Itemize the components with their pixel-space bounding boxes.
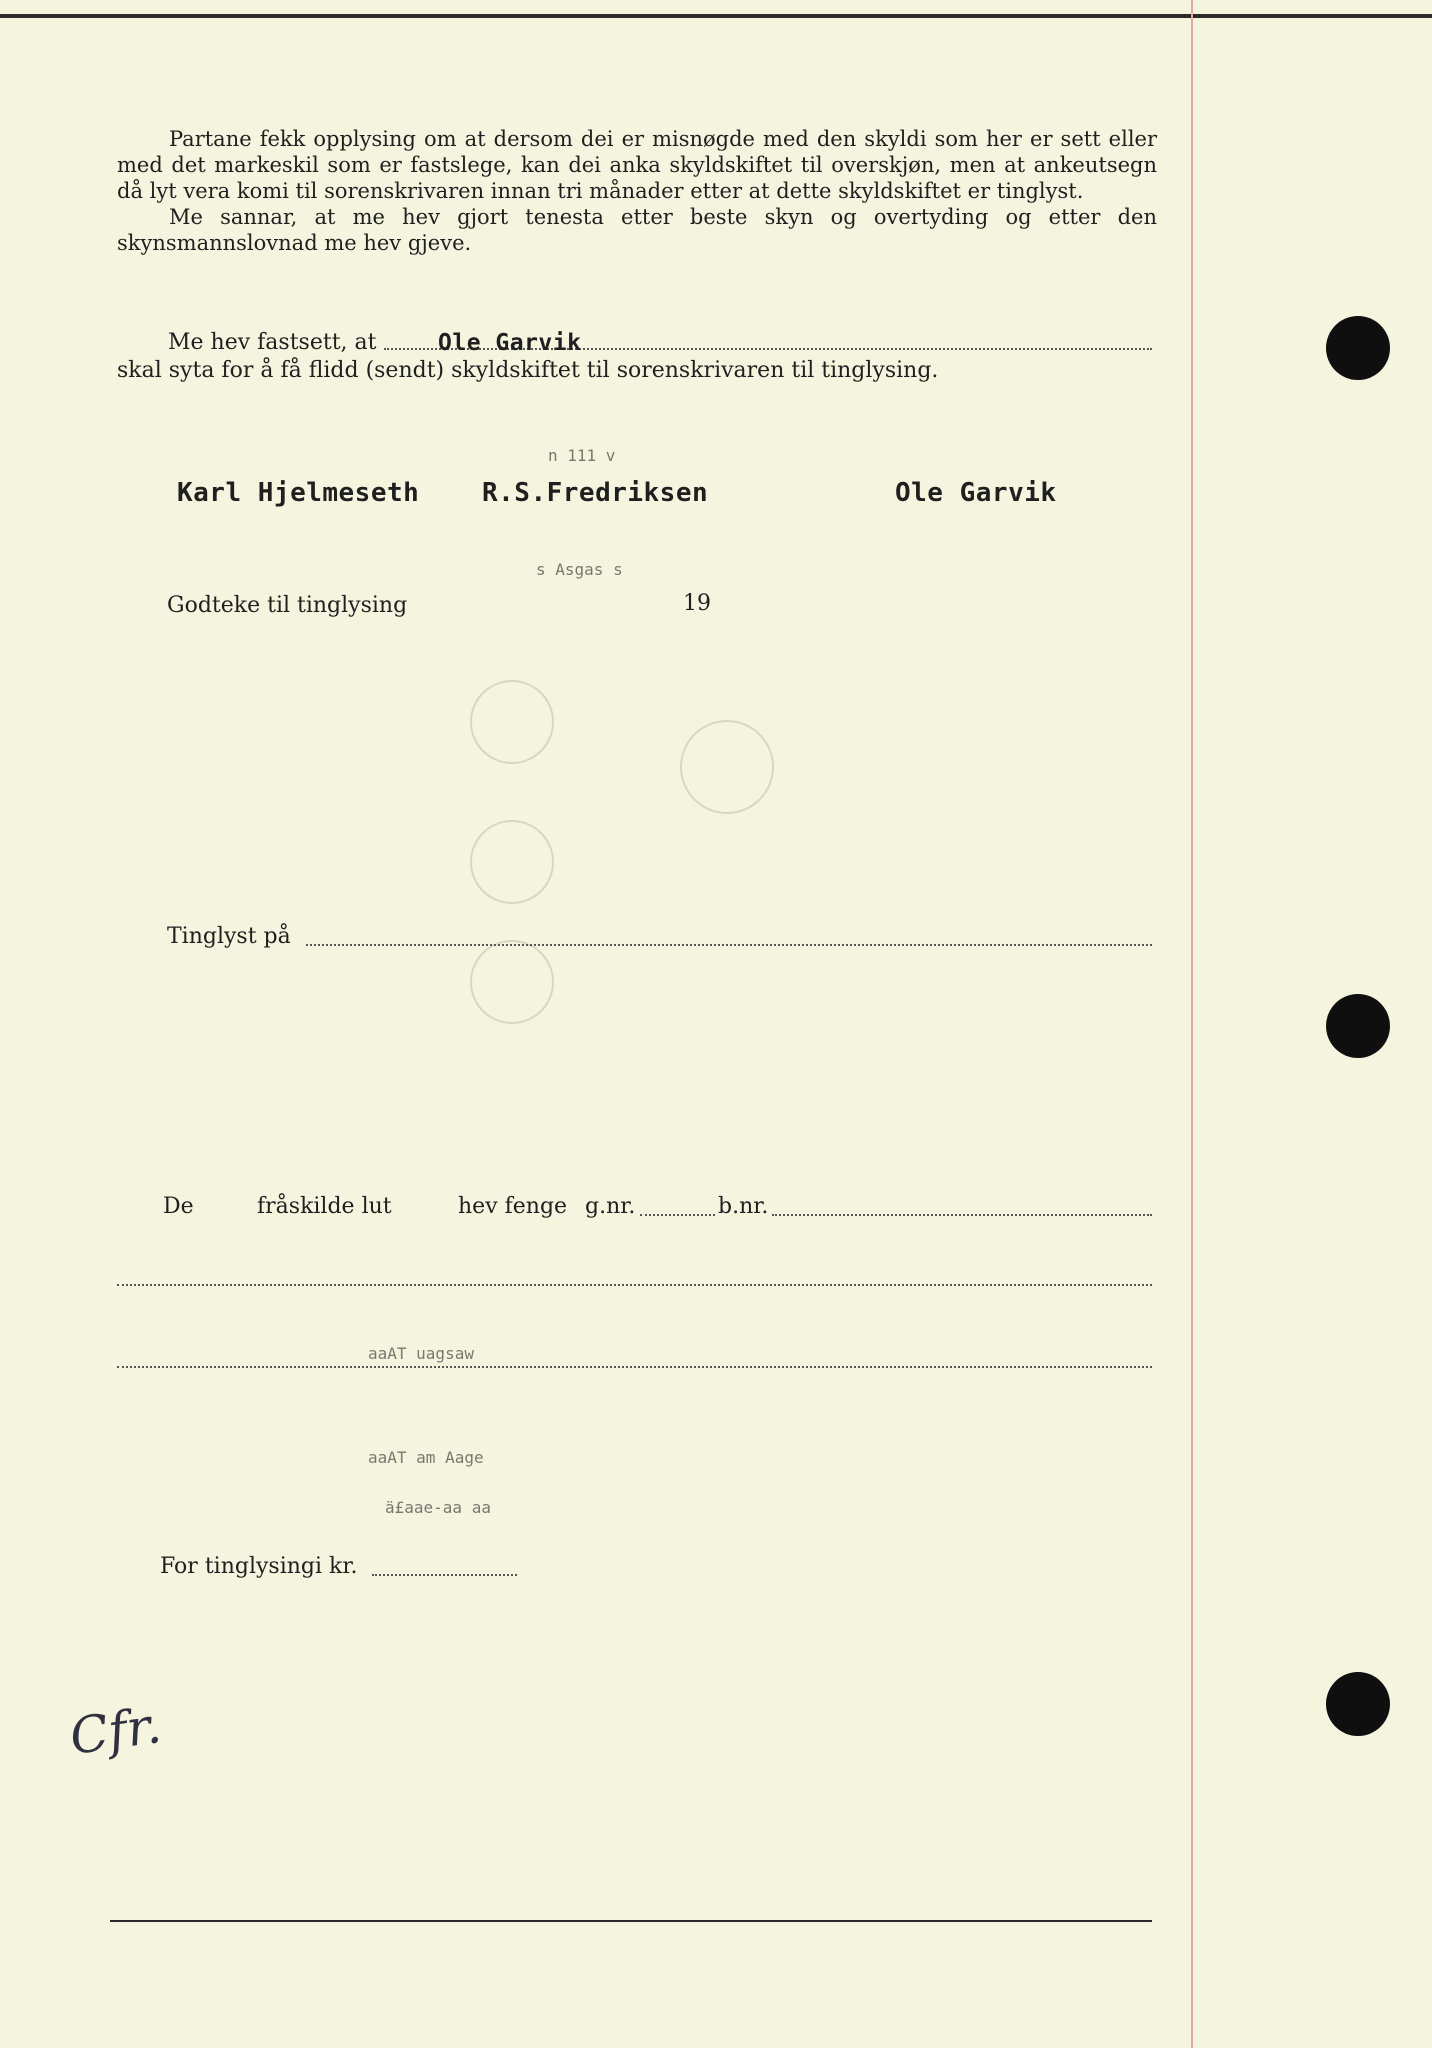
bnr-fill-line [772, 1214, 1152, 1216]
punch-hole-middle [1326, 994, 1390, 1058]
stamp-ghost [680, 720, 774, 814]
fastsett-label: Me hev fastsett, at [168, 330, 377, 355]
faint-mark: aaAT am Aage [368, 1448, 484, 1467]
handwritten-initials: Cfr. [66, 1695, 165, 1767]
signature-2: R.S.Fredriksen [482, 478, 709, 508]
oath-paragraph: Me sannar, at me hev gjort tenesta etter beste skyn og overtyding og etter den skynsmannslovnad me hev gjeve. [117, 205, 1157, 255]
gnr-label: g.nr. [585, 1194, 636, 1219]
bnr-label: b.nr. [718, 1194, 769, 1219]
fraskilde-word-fenge: hev fenge [458, 1194, 568, 1219]
responsible-name: Ole Garvik [438, 330, 582, 356]
faint-mark: n 111 v [548, 446, 616, 465]
signature-1: Karl Hjelmeseth [177, 478, 420, 508]
stamp-ghost [470, 820, 554, 904]
notice-text [117, 126, 1157, 256]
godteke-year: 19 [683, 591, 711, 616]
bottom-rule-right [608, 1920, 1152, 1922]
tinglyst-fill-line [306, 944, 1152, 946]
faint-mark: aaAT uagsaw [368, 1344, 474, 1363]
punch-hole-top [1326, 316, 1390, 380]
stamp-ghost [470, 940, 554, 1024]
appeal-paragraph: Partane fekk opplysing om at dersom dei er misnøgde med den skyldi som her er sett eller med det markeskil som er fastslege, kan dei anka skyldskiftet til overskjøn, men at ankeutsegn då lyt vera komi til sorenskrivaren innan tri månader etter at dette skyldskiftet er tinglyst. [117, 127, 1157, 203]
faint-mark: ä£aae-aa aa [385, 1498, 491, 1517]
fraskilde-word-lut: fråskilde lut [257, 1194, 392, 1219]
godteke-label: Godteke til tinglysing [167, 593, 408, 618]
margin-rule [1191, 0, 1193, 2048]
tinglyst-label: Tinglyst på [167, 924, 291, 949]
top-edge [0, 14, 1432, 18]
blank-line-2 [117, 1366, 1152, 1368]
gnr-fill-line [640, 1214, 715, 1216]
fraskilde-word-de: De [163, 1194, 194, 1219]
faint-mark: s Asgas s [536, 560, 623, 579]
bottom-rule-left [110, 1920, 608, 1922]
tinglysingi-fill-line [372, 1574, 517, 1576]
blank-line-1 [117, 1284, 1152, 1286]
punch-hole-bottom [1326, 1672, 1390, 1736]
tinglysingi-label: For tinglysingi kr. [160, 1554, 358, 1579]
signature-3: Ole Garvik [895, 478, 1057, 508]
stamp-ghost [470, 680, 554, 764]
fastsett-continuation: skal syta for å få flidd (sendt) skyldskiftet til sorenskrivaren til tinglysing. [117, 358, 939, 383]
